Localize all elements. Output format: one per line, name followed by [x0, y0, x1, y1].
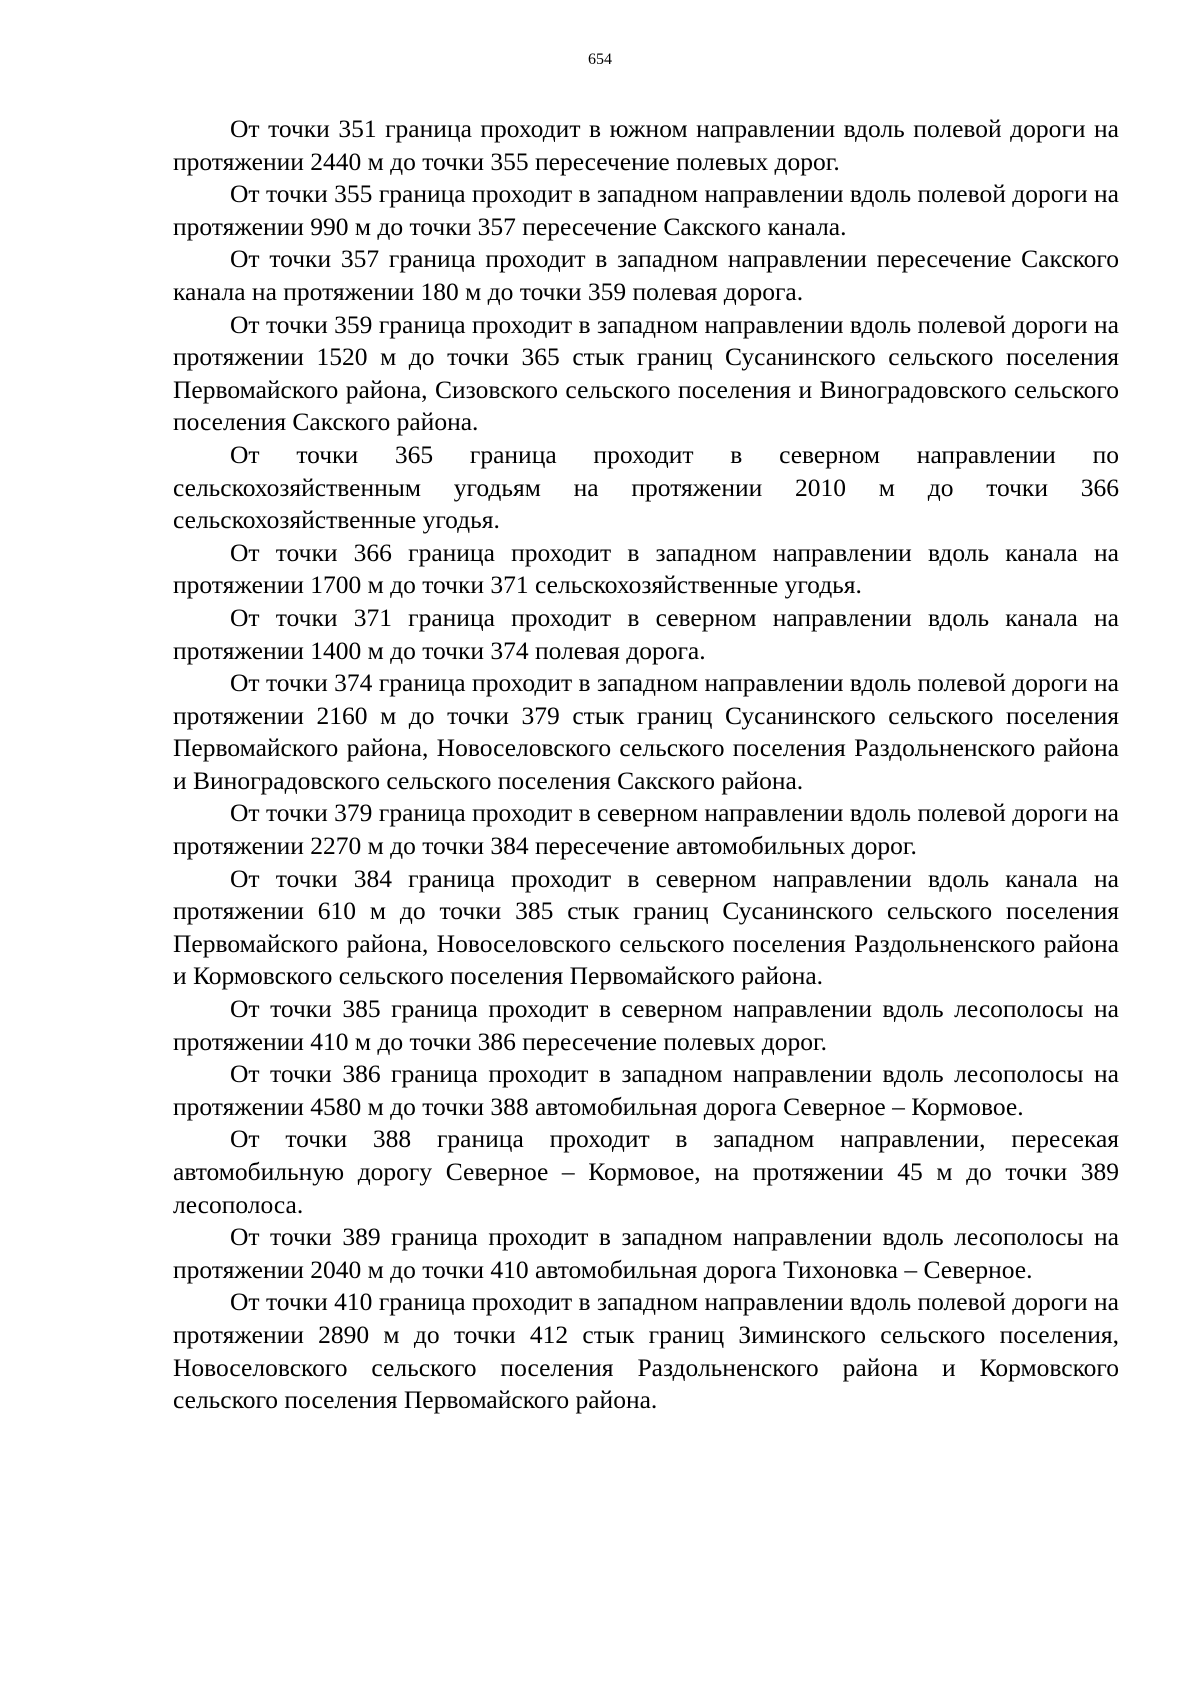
paragraph-point-374: От точки 374 граница проходит в западном направлении вдоль полевой дороги на протяжении 2160 м до точки 379 стык границ Сусанинского сельского поселения Первомайского района, Новоселовского сельского поселения Раздольненского района и Виноградовского сельского поселения Сакского района.: [173, 668, 1119, 795]
page-number: 654: [588, 51, 612, 68]
document-body: [173, 113, 1119, 1417]
paragraph-point-366: От точки 366 граница проходит в западном направлении вдоль канала на протяжении 1700 м до точки 371 сельскохозяйственные угодья.: [173, 537, 1119, 600]
paragraph-point-388: От точки 388 граница проходит в западном направлении, пересекая автомобильную дорогу Северное – Кормовое, на протяжении 45 м до точки 389 лесополоса.: [173, 1124, 1119, 1219]
paragraph-point-384: От точки 384 граница проходит в северном направлении вдоль канала на протяжении 610 м до точки 385 стык границ Сусанинского сельского поселения Первомайского района, Новоселовского сельского поселения Раздольненского района и Кормовского сельского поселения Первомайского района.: [173, 863, 1119, 991]
paragraph-point-357: От точки 357 граница проходит в западном направлении пересечение Сакского канала на протяжении 180 м до точки 359 полевая дорога.: [173, 244, 1119, 306]
paragraph-point-410: От точки 410 граница проходит в западном направлении вдоль полевой дороги на протяжении 2890 м до точки 412 стык границ Зиминского сельского поселения, Новоселовского сельского поселения Раздольненского района и Кормовского сельского поселения Первомайского района.: [173, 1287, 1119, 1415]
paragraph-point-355: От точки 355 граница проходит в западном направлении вдоль полевой дороги на протяжении 990 м до точки 357 пересечение Сакского канала.: [173, 179, 1119, 241]
paragraph-point-389: От точки 389 граница проходит в западном направлении вдоль лесополосы на протяжении 2040 м до точки 410 автомобильная дорога Тихоновка – Северное.: [173, 1222, 1119, 1284]
paragraph-point-386: От точки 386 граница проходит в западном направлении вдоль лесополосы на протяжении 4580 м до точки 388 автомобильная дорога Северное – Кормовое.: [173, 1059, 1119, 1121]
paragraph-point-359: От точки 359 граница проходит в западном направлении вдоль полевой дороги на протяжении 1520 м до точки 365 стык границ Сусанинского сельского поселения Первомайского района, Сизовского сельского поселения и Виноградовского сельского поселения Сакского района.: [173, 309, 1119, 437]
paragraph-point-371: От точки 371 граница проходит в северном направлении вдоль канала на протяжении 1400 м до точки 374 полевая дорога.: [173, 602, 1119, 665]
paragraph-point-379: От точки 379 граница проходит в северном направлении вдоль полевой дороги на протяжении 2270 м до точки 384 пересечение автомобильных дорог.: [173, 798, 1119, 861]
paragraph-point-351: От точки 351 граница проходит в южном направлении вдоль полевой дороги на протяжении 2440 м до точки 355 пересечение полевых дорог.: [173, 114, 1119, 176]
paragraph-point-385: От точки 385 граница проходит в северном направлении вдоль лесополосы на протяжении 410 м до точки 386 пересечение полевых дорог.: [173, 994, 1119, 1056]
paragraph-point-365: От точки 365 граница проходит в северном направлении по сельскохозяйственным угодьям на протяжении 2010 м до точки 366 сельскохозяйственные угодья.: [173, 439, 1119, 535]
